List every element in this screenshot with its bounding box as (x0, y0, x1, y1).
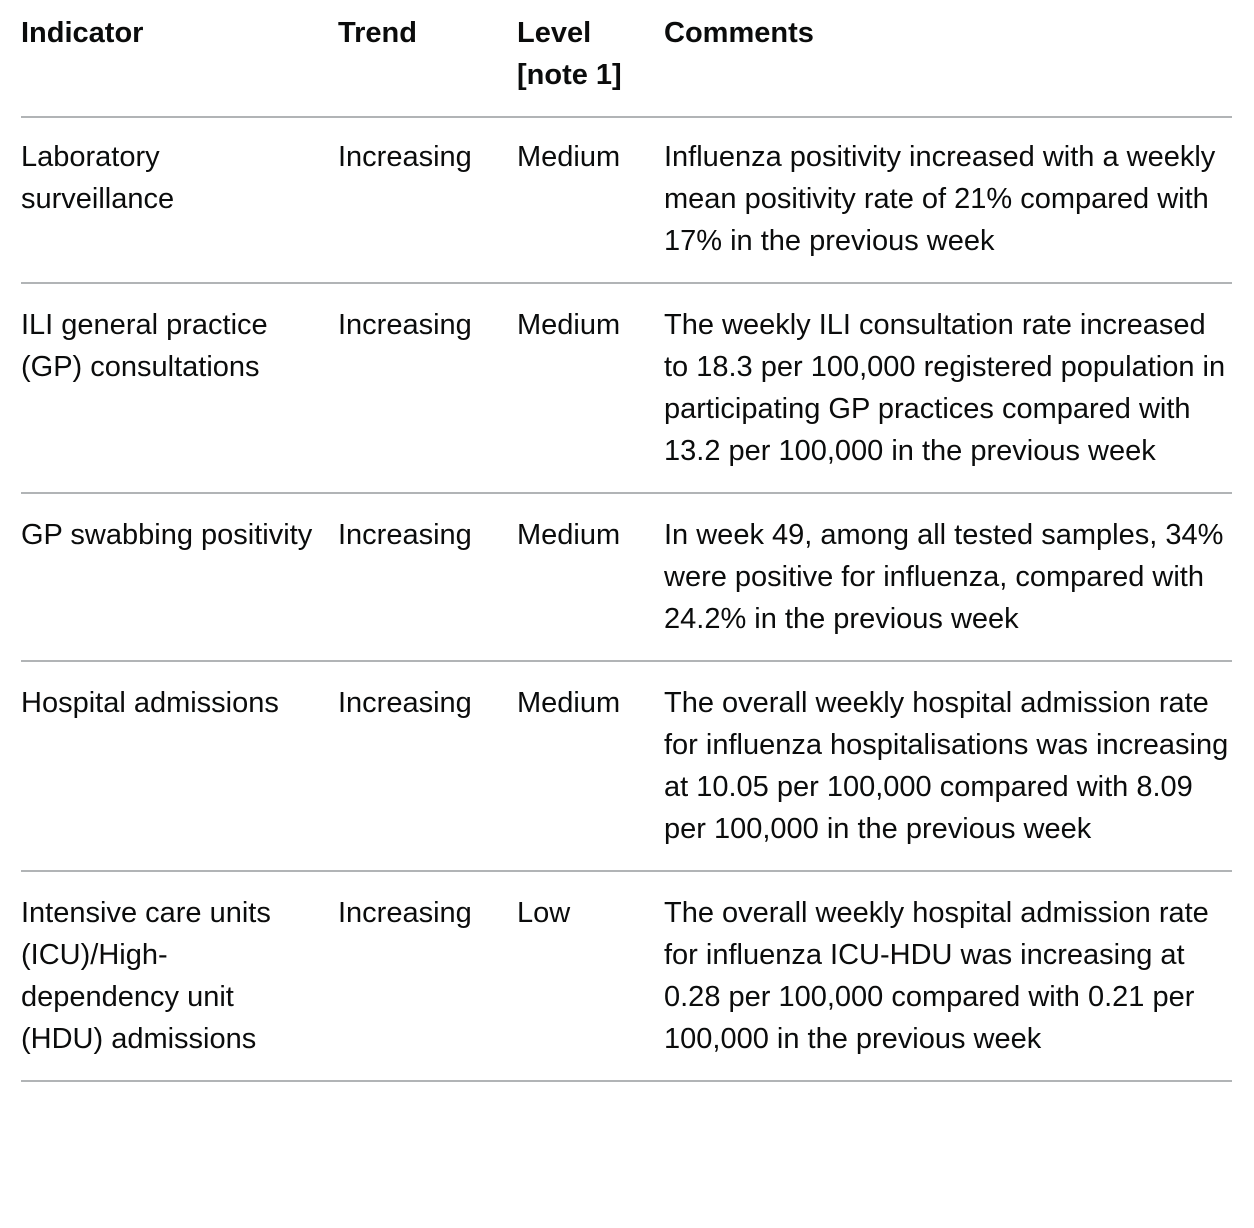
cell-comments: The overall weekly hospital admission rate for influenza ICU-HDU was increasing at 0.28 per 100,000 compared with 0.21 per 100,000 in the previous week (664, 871, 1232, 1081)
table-header (21, 0, 1232, 117)
cell-comments: The overall weekly hospital admission rate for influenza hospitalisations was increasing at 10.05 per 100,000 compared with 8.09 per 100,000 in the previous week (664, 661, 1232, 871)
cell-level: Medium (517, 283, 664, 493)
table-row (21, 871, 1232, 1081)
cell-indicator: GP swabbing positivity (21, 493, 338, 661)
header-comments: Comments (664, 0, 1232, 117)
cell-level: Medium (517, 661, 664, 871)
cell-indicator: ILI general practice (GP) consultations (21, 283, 338, 493)
cell-comments: The weekly ILI consultation rate increased to 18.3 per 100,000 registered population in participating GP practices compared with 13.2 per 100,000 in the previous week (664, 283, 1232, 493)
cell-indicator: Hospital admissions (21, 661, 338, 871)
indicator-table (21, 0, 1232, 1082)
cell-indicator: Intensive care units (ICU)/High-dependency unit (HDU) admissions (21, 871, 338, 1081)
cell-level: Medium (517, 117, 664, 283)
header-indicator: Indicator (21, 0, 338, 117)
header-trend: Trend (338, 0, 517, 117)
header-row (21, 0, 1232, 117)
table-row (21, 117, 1232, 283)
header-level: Level [note 1] (517, 0, 664, 117)
indicator-table-container (21, 0, 1232, 1082)
cell-trend: Increasing (338, 283, 517, 493)
cell-trend: Increasing (338, 493, 517, 661)
cell-level: Low (517, 871, 664, 1081)
table-body (21, 117, 1232, 1081)
cell-trend: Increasing (338, 661, 517, 871)
cell-trend: Increasing (338, 871, 517, 1081)
cell-trend: Increasing (338, 117, 517, 283)
cell-comments: Influenza positivity increased with a weekly mean positivity rate of 21% compared with 17% in the previous week (664, 117, 1232, 283)
cell-indicator: Laboratory surveillance (21, 117, 338, 283)
cell-comments: In week 49, among all tested samples, 34% were positive for influenza, compared with 24.2% in the previous week (664, 493, 1232, 661)
cell-level: Medium (517, 493, 664, 661)
table-row (21, 661, 1232, 871)
table-row (21, 283, 1232, 493)
table-row (21, 493, 1232, 661)
